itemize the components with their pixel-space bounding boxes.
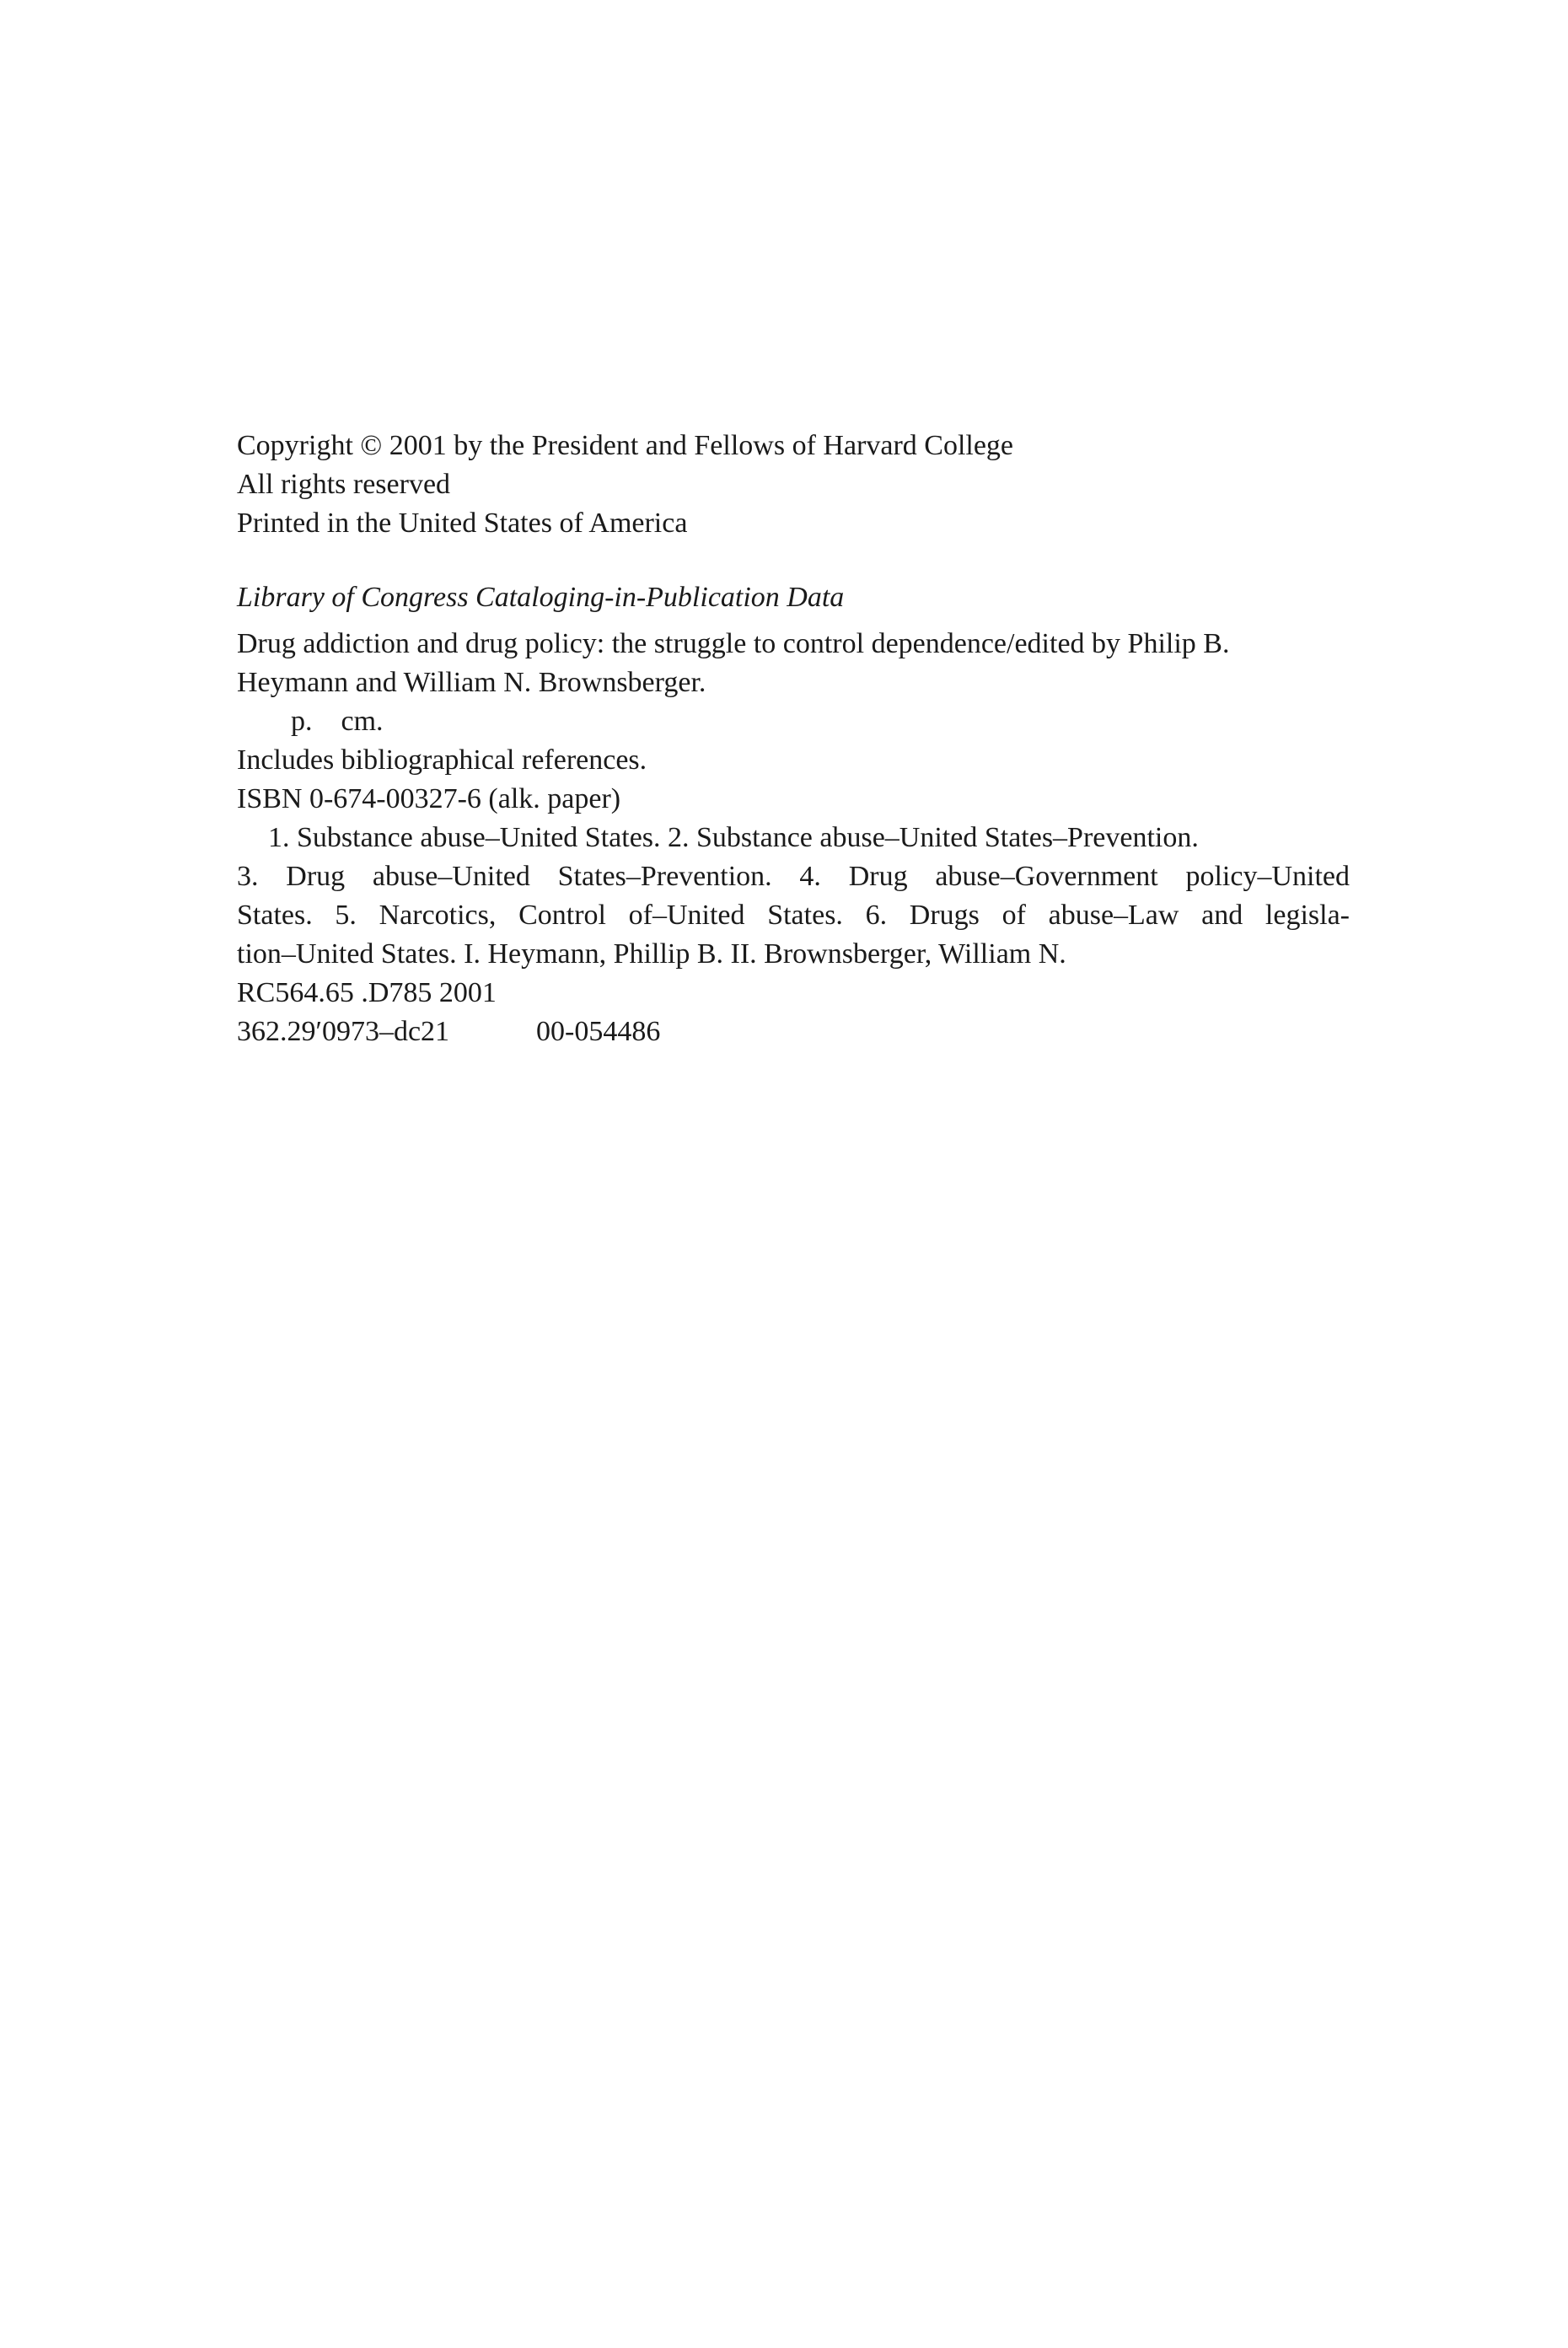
cip-heading: Library of Congress Cataloging-in-Publication Data xyxy=(237,582,845,613)
cip-subjects-line-2: 3. Drug abuse–United States–Prevention. 4. Drug abuse–Government policy–United xyxy=(237,861,1350,892)
printed-in-line: Printed in the United States of America xyxy=(237,508,688,539)
cip-classification xyxy=(237,1013,1350,1051)
cip-subjects-line-4: tion–United States. I. Heymann, Phillip B. II. Brownsberger, William N. xyxy=(237,938,1066,970)
copyright-notice xyxy=(237,427,1350,543)
copyright-line: Copyright © 2001 by the President and Fellows of Harvard College xyxy=(237,430,1014,461)
cip-record xyxy=(237,625,1350,1051)
cip-dewey-number: 362.29′0973–dc21 xyxy=(237,1016,450,1047)
cip-subjects-line-1: 1. Substance abuse–United States. 2. Substance abuse–United States–Prevention. xyxy=(268,822,1199,853)
cip-lccn: 00-054486 xyxy=(536,1016,661,1047)
cip-subjects-line-3: States. 5. Narcotics, Control of–United States. 6. Drugs of abuse–Law and legisla- xyxy=(237,900,1350,931)
rights-reserved-line: All rights reserved xyxy=(237,469,451,500)
cip-isbn: ISBN 0-674-00327-6 (alk. paper) xyxy=(237,783,621,814)
cip-title-line-2: Heymann and William N. Brownsberger. xyxy=(237,667,706,698)
cip-title-line-1: Drug addiction and drug policy: the struggle to control dependence/edited by Philip B. xyxy=(237,628,1230,659)
cip-lc-call-number: RC564.65 .D785 2001 xyxy=(237,977,497,1008)
cip-notes: Includes bibliographical references. xyxy=(237,744,647,776)
cip-physical-description: p. cm. xyxy=(291,706,384,737)
